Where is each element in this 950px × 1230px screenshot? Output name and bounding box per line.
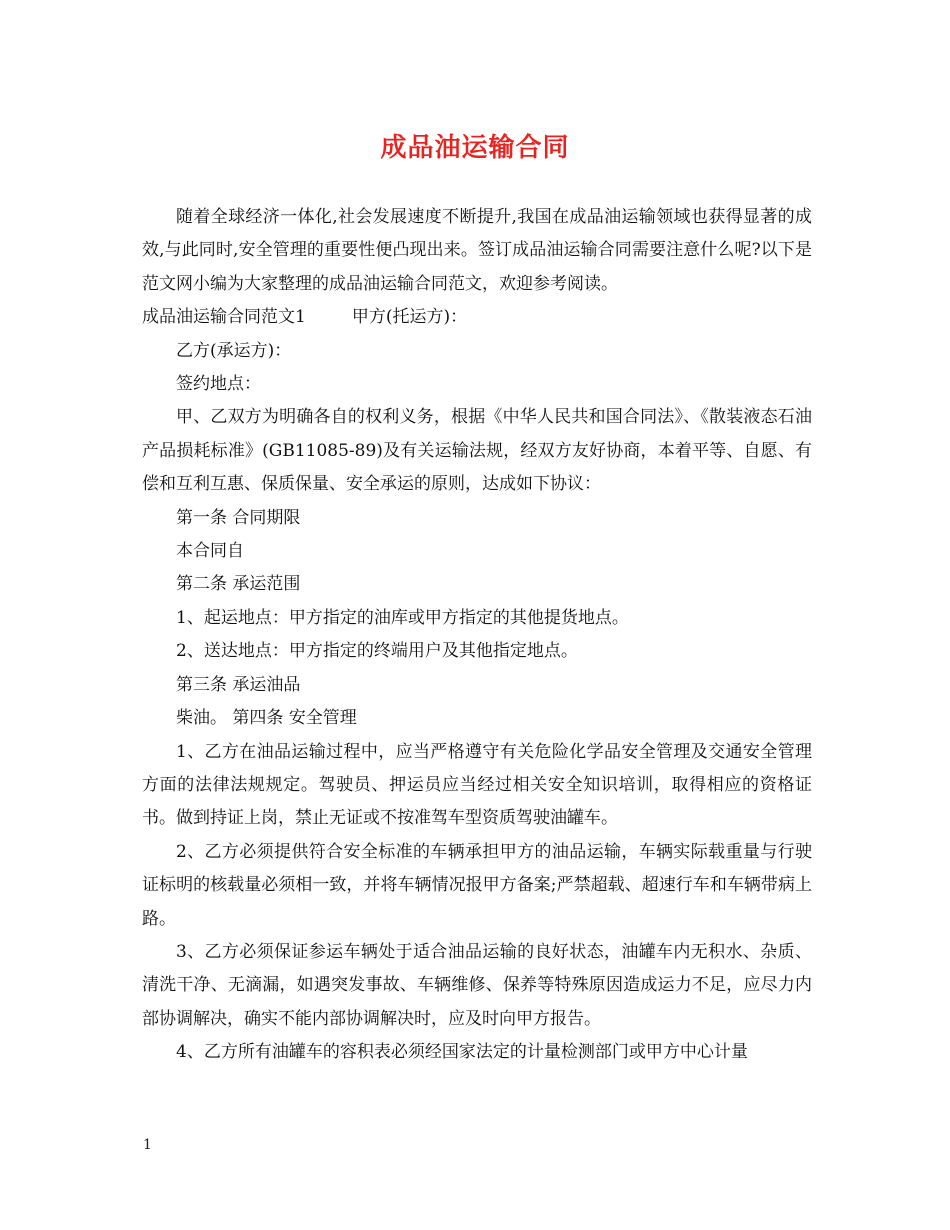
intro-paragraph: 随着全球经济一体化,社会发展速度不断提升,我国在成品油运输领域也获得显著的成效,与此同时,安全管理的重要性便凸现出来。签订成品油运输合同需要注意什么呢?以下是范文网小编为大家整理的成品油运输合同范文，欢迎参考阅读。	[142, 207, 812, 294]
page-number: 1	[143, 1137, 152, 1153]
article-three-heading: 第三条 承运油品	[176, 674, 301, 695]
article-one-heading: 第一条 合同期限	[176, 507, 301, 528]
document-body	[142, 201, 812, 1070]
article-four-item-4: 4、乙方所有油罐车的容积表必须经国家法定的计量检测部门或甲方中心计量	[176, 1042, 748, 1063]
article-four-heading: 第四条 安全管理	[232, 708, 357, 729]
article-four-item-1: 1、乙方在油品运输过程中，应当严格遵守有关危险化学品安全管理及交通安全管理方面的法律法规规定。驾驶员、押运员应当经过相关安全知识培训，取得相应的资格证书。做到持证上岗，禁止无证或不按准驾车型资质驾驶油罐车。	[142, 741, 812, 829]
article-two-heading: 第二条 承运范围	[176, 574, 301, 595]
article-three-four-line	[142, 702, 812, 735]
party-a-label: 甲方(托运方)：	[351, 307, 468, 328]
sample-heading: 成品油运输合同范文1	[142, 307, 306, 328]
article-two-item-1: 1、起运地点：甲方指定的油库或甲方指定的其他提货地点。	[176, 607, 629, 628]
document-title: 成品油运输合同	[380, 133, 570, 163]
sample-heading-line	[142, 301, 812, 334]
agreement-preamble: 甲、乙双方为明确各自的权利义务，根据《中华人民共和国合同法》、《散装液态石油产品损耗标准》(GB11085-89)及有关运输法规，经双方友好协商，本着平等、自愿、有偿和互利互惠、保质保量、安全承运的原则，达成如下协议：	[142, 407, 812, 495]
party-b-label: 乙方(承运方)：	[176, 340, 292, 361]
article-one-text: 本合同自	[176, 541, 244, 562]
article-two-item-2: 2、送达地点：甲方指定的终端用户及其他指定地点。	[176, 641, 578, 662]
article-four-item-3: 3、乙方必须保证参运车辆处于适合油品运输的良好状态，油罐车内无积水、杂质、清洗干净、无滴漏，如遇突发事故、车辆维修、保养等特殊原因造成运力不足，应尽力内部协调解决，确实不能内部协调解决时，应及时向甲方报告。	[142, 941, 812, 1029]
article-four-item-2: 2、乙方必须提供符合安全标准的车辆承担甲方的油品运输，车辆实际载重量与行驶证标明的核载量必须相一致，并将车辆情况报甲方备案;严禁超载、超速行车和车辆带病上路。	[142, 841, 812, 929]
diesel-text: 柴油。	[176, 708, 227, 729]
signing-location-label: 签约地点：	[176, 374, 261, 395]
